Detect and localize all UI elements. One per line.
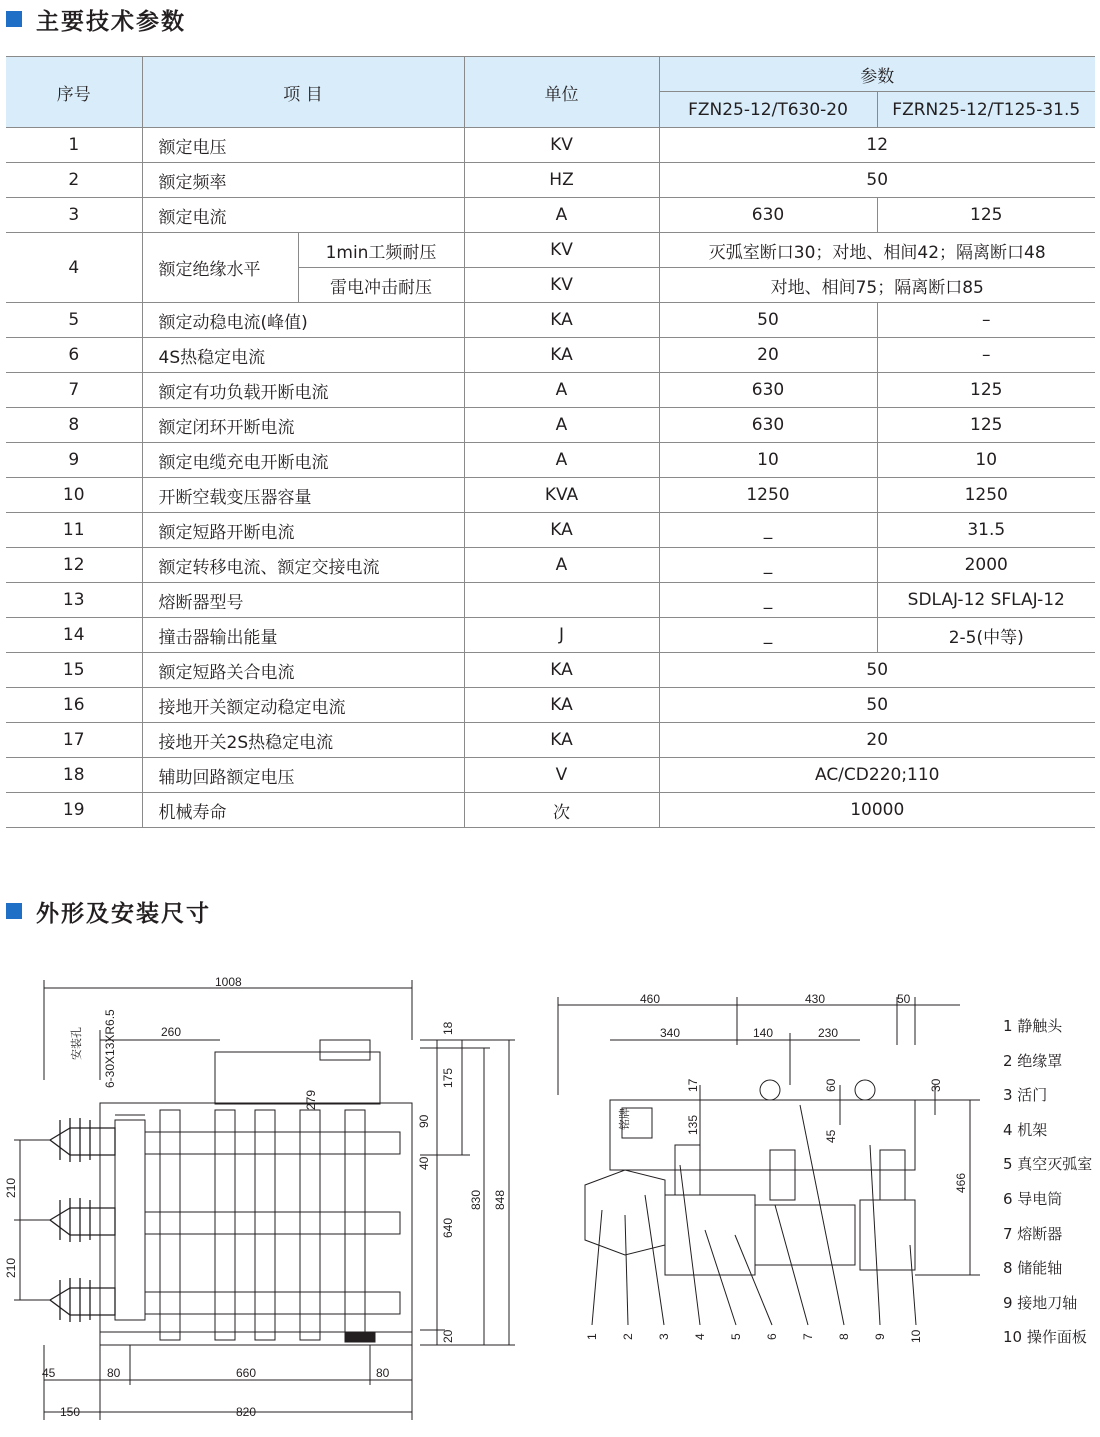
cell-unit: KA [464, 723, 659, 758]
cell-value: AC/CD220;110 [659, 758, 1095, 793]
cell-value-model1: 630 [659, 198, 877, 233]
cell-unit: KV [464, 233, 659, 268]
legend-item: 10 操作面板 [1003, 1328, 1087, 1347]
callout-5: 5 [729, 1333, 743, 1340]
table-row [6, 513, 1095, 548]
table-row [6, 478, 1095, 513]
cell-item: 撞击器输出能量 [142, 618, 464, 653]
section-marker-icon [6, 11, 22, 27]
cell-unit: KA [464, 688, 659, 723]
cell-value-model1: _ [659, 583, 877, 618]
cell-value-model2: 1250 [877, 478, 1095, 513]
legend-item: 6 导电筒 [1003, 1189, 1063, 1208]
cell-unit: KV [464, 268, 659, 303]
legend-item: 9 接地刀轴 [1003, 1293, 1078, 1312]
cell-value: 20 [659, 723, 1095, 758]
cell-item: 机械寿命 [142, 793, 464, 828]
cell-unit: KVA [464, 478, 659, 513]
cell-value-model2: 31.5 [877, 513, 1095, 548]
table-row [6, 723, 1095, 758]
cell-no: 5 [6, 303, 142, 338]
dim-430: 430 [805, 992, 826, 1006]
cell-unit: A [464, 198, 659, 233]
dim-45: 45 [824, 1129, 838, 1143]
side-view-drawing [540, 985, 990, 1355]
cell-unit: A [464, 408, 659, 443]
cell-no: 1 [6, 128, 142, 163]
table-row [6, 338, 1095, 373]
dim-30: 30 [929, 1078, 943, 1092]
dim-80a: 80 [107, 1366, 121, 1380]
cell-unit: KA [464, 303, 659, 338]
dim-466: 466 [954, 1172, 968, 1193]
table-row [6, 163, 1095, 198]
section-title-text: 主要技术参数 [36, 8, 186, 35]
cell-no: 9 [6, 443, 142, 478]
cell-unit [464, 583, 659, 618]
cell-value-model2: SDLAJ-12 SFLAJ-12 [877, 583, 1095, 618]
callout-9: 9 [873, 1333, 887, 1340]
cell-no: 11 [6, 513, 142, 548]
callout-1: 1 [585, 1333, 599, 1340]
cell-no: 7 [6, 373, 142, 408]
header-no: 序号 [6, 57, 142, 128]
cell-value: 50 [659, 688, 1095, 723]
dim-150: 150 [60, 1405, 81, 1419]
cell-no: 8 [6, 408, 142, 443]
cell-item: 开断空载变压器容量 [142, 478, 464, 513]
dim-135: 135 [686, 1114, 700, 1135]
cell-no: 2 [6, 163, 142, 198]
cell-value-model1: _ [659, 513, 877, 548]
cell-item: 接地开关2S热稳定电流 [142, 723, 464, 758]
dim-340: 340 [660, 1026, 681, 1040]
dim-230: 230 [818, 1026, 839, 1040]
table-row [6, 128, 1095, 163]
cell-value-model1: 20 [659, 338, 877, 373]
dim-140: 140 [753, 1026, 774, 1040]
cell-no: 6 [6, 338, 142, 373]
dim-260: 260 [161, 1025, 182, 1039]
cell-no: 19 [6, 793, 142, 828]
cell-unit: KA [464, 513, 659, 548]
cell-item: 接地开关额定动稳定电流 [142, 688, 464, 723]
cell-value-model2: 10 [877, 443, 1095, 478]
table-row [6, 373, 1095, 408]
cell-value-model2: 2-5(中等) [877, 618, 1095, 653]
dim-660: 660 [236, 1366, 257, 1380]
legend-item: 1 静触头 [1003, 1017, 1063, 1035]
cell-value: 50 [659, 163, 1095, 198]
cell-item: 熔断器型号 [142, 583, 464, 618]
table-row [6, 653, 1095, 688]
cell-no: 3 [6, 198, 142, 233]
cell-item: 额定闭环开断电流 [142, 408, 464, 443]
callout-2: 2 [621, 1333, 635, 1340]
cell-no: 12 [6, 548, 142, 583]
dim-80b: 80 [376, 1366, 390, 1380]
table-row [6, 618, 1095, 653]
cell-no: 16 [6, 688, 142, 723]
cell-value-model2: 125 [877, 373, 1095, 408]
dim-18: 18 [441, 1021, 455, 1035]
cell-item: 额定短路关合电流 [142, 653, 464, 688]
cell-item: 额定电压 [142, 128, 464, 163]
cell-value: 灭弧室断口30；对地、相间42；隔离断口48 [659, 233, 1095, 268]
hole-note: 安装孔 [71, 1027, 83, 1060]
callout-8: 8 [837, 1333, 851, 1340]
cell-no: 14 [6, 618, 142, 653]
dim-50: 50 [897, 992, 911, 1006]
cell-item: 额定绝缘水平 [142, 233, 298, 303]
cell-item: 额定电流 [142, 198, 464, 233]
cell-value-model2: – [877, 338, 1095, 373]
table-row [6, 408, 1095, 443]
nameplate-label: 铭牌 [619, 1108, 631, 1130]
dim-175: 175 [441, 1067, 455, 1088]
cell-unit: J [464, 618, 659, 653]
legend-item: 8 储能轴 [1003, 1259, 1063, 1278]
cell-value-model1: 10 [659, 443, 877, 478]
cell-item: 额定动稳电流(峰值) [142, 303, 464, 338]
dim-1008: 1008 [215, 975, 242, 989]
dim-820: 820 [236, 1405, 257, 1419]
cell-value-model1: 630 [659, 373, 877, 408]
cell-item: 辅助回路额定电压 [142, 758, 464, 793]
dim-279: 279 [304, 1089, 318, 1110]
header-model2: FZRN25-12/T125-31.5 [877, 92, 1095, 128]
cell-item: 额定电缆充电开断电流 [142, 443, 464, 478]
cell-no: 15 [6, 653, 142, 688]
cell-value-model1: 50 [659, 303, 877, 338]
cell-value-model2: 125 [877, 198, 1095, 233]
header-item: 项 目 [142, 57, 464, 128]
cell-item: 额定频率 [142, 163, 464, 198]
cell-value-model1: _ [659, 548, 877, 583]
cell-value-model2: 2000 [877, 548, 1095, 583]
legend-item: 2 绝缘罩 [1003, 1051, 1063, 1070]
section-title-text: 外形及安装尺寸 [36, 900, 211, 927]
table-row [6, 583, 1095, 618]
table-row [6, 688, 1095, 723]
hole-label: 6-30X13XR6.5 [103, 1009, 117, 1088]
cell-unit: 次 [464, 793, 659, 828]
cell-value: 12 [659, 128, 1095, 163]
dim-460: 460 [640, 992, 661, 1006]
dim-210b: 210 [4, 1257, 18, 1278]
legend-item: 5 真空灭弧室 [1003, 1155, 1093, 1174]
cell-value-model1: _ [659, 618, 877, 653]
front-view-drawing [0, 960, 530, 1430]
cell-value-model2: – [877, 303, 1095, 338]
cell-value: 10000 [659, 793, 1095, 828]
table-row [6, 758, 1095, 793]
cell-subitem: 雷电冲击耐压 [298, 268, 464, 303]
callout-7: 7 [801, 1333, 815, 1340]
cell-no: 13 [6, 583, 142, 618]
legend-item: 4 机架 [1003, 1120, 1048, 1139]
callout-6: 6 [765, 1333, 779, 1340]
cell-item: 额定短路开断电流 [142, 513, 464, 548]
header-model1: FZN25-12/T630-20 [659, 92, 877, 128]
cell-item: 额定转移电流、额定交接电流 [142, 548, 464, 583]
header-params: 参数 [659, 57, 1095, 92]
callout-4: 4 [693, 1333, 707, 1340]
cell-subitem: 1min工频耐压 [298, 233, 464, 268]
cell-no: 4 [6, 233, 142, 303]
dim-45: 45 [42, 1366, 56, 1380]
parts-legend [1003, 1014, 1092, 1360]
dim-60: 60 [824, 1078, 838, 1092]
spec-table-body [6, 128, 1095, 828]
legend-item: 7 熔断器 [1003, 1224, 1063, 1243]
cell-unit: V [464, 758, 659, 793]
legend-item: 3 活门 [1003, 1086, 1048, 1105]
cell-value: 对地、相间75；隔离断口85 [659, 268, 1095, 303]
dim-40: 40 [417, 1156, 431, 1170]
cell-no: 10 [6, 478, 142, 513]
section-title-specs [6, 4, 186, 34]
callout-3: 3 [657, 1333, 671, 1340]
header-unit: 单位 [464, 57, 659, 128]
cell-value-model1: 630 [659, 408, 877, 443]
cell-unit: A [464, 443, 659, 478]
cell-value: 50 [659, 653, 1095, 688]
cell-unit: A [464, 373, 659, 408]
table-row [6, 548, 1095, 583]
table-row [6, 793, 1095, 828]
cell-value-model1: 1250 [659, 478, 877, 513]
cell-value-model2: 125 [877, 408, 1095, 443]
cell-unit: KA [464, 338, 659, 373]
cell-unit: KV [464, 128, 659, 163]
dim-90: 90 [417, 1114, 431, 1128]
cell-unit: A [464, 548, 659, 583]
cell-item: 额定有功负载开断电流 [142, 373, 464, 408]
cell-no: 18 [6, 758, 142, 793]
spec-table [6, 56, 1095, 828]
section-marker-icon [6, 903, 22, 919]
cell-unit: HZ [464, 163, 659, 198]
cell-unit: KA [464, 653, 659, 688]
dim-20: 20 [441, 1329, 455, 1343]
callout-10: 10 [909, 1329, 923, 1343]
dim-640: 640 [441, 1217, 455, 1238]
dim-830: 830 [469, 1189, 483, 1210]
table-row [6, 198, 1095, 233]
cell-no: 17 [6, 723, 142, 758]
cell-item: 4S热稳定电流 [142, 338, 464, 373]
dim-17: 17 [686, 1078, 700, 1092]
table-row [6, 233, 1095, 268]
table-row [6, 303, 1095, 338]
table-row [6, 443, 1095, 478]
dim-848: 848 [493, 1189, 507, 1210]
section-title-dimensions [6, 896, 211, 926]
dim-210a: 210 [4, 1177, 18, 1198]
